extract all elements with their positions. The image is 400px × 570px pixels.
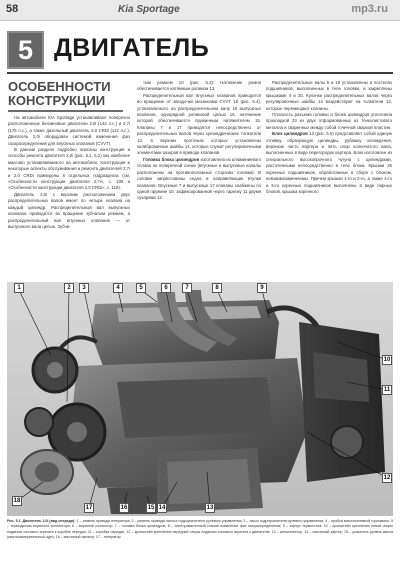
callout-label: 9 [257,283,267,293]
callout-label: 16 [120,505,128,511]
engine-photo [7,282,393,516]
paragraph-text: изготовлена из алюминиевого сплава по поперечной схеме (впускные и выпускные каналы расположены на противоположных сторонах головки). В головке запрессованы седла и направляющие втулки клапанов. Впускные 7 и выпускные 17 клапаны снабжены по одной пружине 10, зафиксированной через тарелку 11 двумя сухарями 12. [137,156,261,201]
callout-label: 18 [13,498,21,504]
run-in-heading: Блок цилиндров [272,131,308,137]
callout-label: 10 [383,357,391,363]
paragraph: Распределительные валы 5 и 19 установлены в постелях подшипников, выполненных в теле головки, и закреплены крышками 4 и 20. Кулачки распределительных валов через регулировочные шайбы 14 воздействуют на толкатели 13, которые перемещают клапаны. [266,80,392,111]
callout-label: 4 [113,283,123,293]
page-header [0,0,400,21]
title-divider [7,72,393,74]
text-column-3 [266,80,392,195]
callout-label: 6 [161,283,171,293]
page-number: 58 [6,3,19,15]
callout-label: 15 [147,505,155,511]
callout-label: 1 [14,283,24,293]
chapter-title: ДВИГАТЕЛЬ [54,34,210,62]
callout-label: 7 [182,283,192,293]
running-title: Kia Sportage [118,4,180,15]
callout-label: 12 [383,475,391,481]
paragraph: тым ремнем 10 (рис. 5.3). Натяжение ремня обеспечивается натяжным роликом 13. [137,80,261,92]
paragraph [137,157,261,202]
callout-label: 8 [212,283,222,293]
text-column-2 [137,80,261,202]
caption-text: 1 – ремень привода генератора; 2 – ремень привода насоса гидроусилителя рулевого управления; 3 – насос гидроусилителя рулевого управления; 4 – пробка маслоналивной горловины; 5 – термодатчик впускного коллектора; 6 – впускной коллектор; 7 – головка блока цилиндров; 8 – электромагнитный клапан изменения фаз газораспределения; 9 – корпус термостата; 10 – кронштейн крепления левой опоры подвески силового агрегата к коробке передач; 11 – коробка передач; 12 – кронштейн крепления передней опоры подвески силового агрегата к двигателю; 13 – катколлектор; 14 – масляный картер; 15 – указатель уровня масла (маслоизмерительный щуп); 16 – масляный фильтр; 17 – генератор [7,519,393,540]
callout-label: 13 [206,505,214,511]
callout-label: 2 [64,283,74,293]
figure-caption [7,519,393,541]
paragraph: Плоскость разъема головки и блока цилиндров уплотнена прокладкой 23 из двух отформованных из тонколистового металла и сваренных между собой точечной сваркой пластин. [266,112,392,130]
paragraph: Двигатель 2,0i с верхним расположением двух распределительных валов имеет по четыре клапана на каждый цилиндр. Распределительный вал выпускных клапанов приводится во вращение зубчатым ремнем, а распределительный вал впускных клапанов — от выпускного вала цепью. Зубча- [8,191,130,229]
section-divider [8,110,123,112]
paragraph [266,131,392,195]
paragraph: На автомобили KIA Sportage устанавливают поперечно расположенные бензиновые двигатели 2,0i (142 л.с.) и 2,7i (175 л.с.), а также дизельный двигатель 2,0 CRDi (112 л.с.). Двигатель 2,0i оборудован системой изменения фаз газораспределения для впускных клапанов (CVVT). [8,115,130,146]
callout-label: 11 [383,387,391,393]
paragraph: В данном разделе подробно описаны конструкция и способы ремонта двигателя 2,0i (рис. 5.1, 5.2) как наиболее массово устанавливаемого на автомобили. Конструкция и некоторые аспекты обслуживания и ремонта двигателей 2,7i и 2,0 CRDi приведены в отдельных подразделах (см. «Особенности конструкции двигателя 2,7i», с. 109 и «Особенности конструкции двигателя 2,0 CRDi», с. 118). [8,147,130,191]
site-logo: mp3.ru [351,3,388,15]
callout-label: 3 [79,283,89,293]
section-heading: ОСОБЕННОСТИ КОНСТРУКЦИИ [8,79,111,108]
engine-illustration [7,282,393,516]
callout-label: 5 [136,283,146,293]
paragraph-text: 13 (рис. 5.5) представляет собой единую отливку, образующую цилиндры, рубашку охлаждения, верхнюю часть картера и пять опор коленчатого вала, выполненных в виде перегородок картера. Блок изготовлен из специального высокопрочного чугуна с цилиндрами, расточенными непосредственно в теле блока. Крышки 25 коренных подшипников, обработанные в сборе с блоком, невзаимозаменяемы. Причем крышки 1-го и 2-го, а также 4-го и 5-го коренных подшипников выполнены в виде парных блоков, крышка коренного [266,131,392,194]
callout-label: 14 [158,505,166,511]
text-column-1 [8,115,130,230]
callout-label: 17 [85,505,93,511]
chapter-number-badge: 5 [7,31,44,69]
paragraph: Распределительный вал впускных клапанов приводится во вращение от звездочки механизма CVVT 18 (рис. 5.4), установленного на распределительном валу 19 выпускных клапанов, однорядной роликовой цепью 16, натяжение которой обеспечивается пружинным натяжителем 15. Клапаны 7 и 17 приводятся непосредственно от распределительных валов через цилиндрические толкатели 13, в верхних проточках которых установлены калиброванные шайбы 14, которые служат регулировочными элементами зазоров в приводе клапанов. [137,92,261,156]
run-in-heading: Головка блока цилиндров [143,156,200,162]
caption-title: Рис. 5.1. Двигатель 2,0i (вид спереди): [7,519,76,523]
